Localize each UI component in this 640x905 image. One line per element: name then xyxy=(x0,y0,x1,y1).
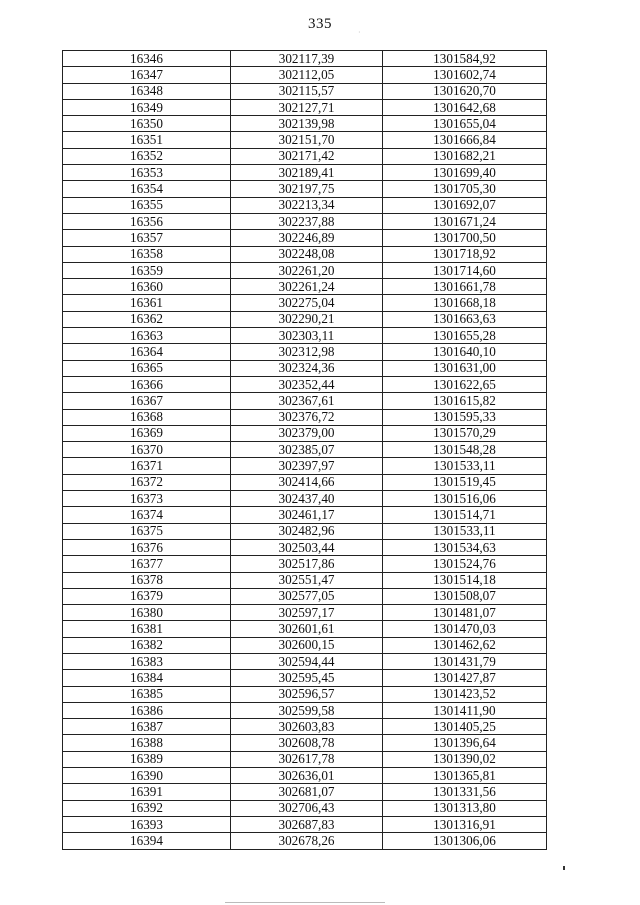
scan-mark xyxy=(563,866,565,870)
x-coordinate-cell: 302594,44 xyxy=(231,653,383,669)
x-coordinate-cell: 302681,07 xyxy=(231,784,383,800)
point-number-cell: 16358 xyxy=(63,246,231,262)
x-coordinate-cell: 302437,40 xyxy=(231,491,383,507)
x-coordinate-cell: 302595,45 xyxy=(231,670,383,686)
page-bottom-line xyxy=(225,902,385,903)
y-coordinate-cell: 1301671,24 xyxy=(383,213,547,229)
table-row xyxy=(63,816,547,832)
x-coordinate-cell: 302397,97 xyxy=(231,458,383,474)
x-coordinate-cell: 302261,24 xyxy=(231,279,383,295)
point-number-cell: 16393 xyxy=(63,816,231,832)
table-row xyxy=(63,458,547,474)
point-number-cell: 16347 xyxy=(63,67,231,83)
point-number-cell: 16376 xyxy=(63,539,231,555)
y-coordinate-cell: 1301692,07 xyxy=(383,197,547,213)
point-number-cell: 16386 xyxy=(63,702,231,718)
point-number-cell: 16355 xyxy=(63,197,231,213)
x-coordinate-cell: 302461,17 xyxy=(231,507,383,523)
point-number-cell: 16353 xyxy=(63,165,231,181)
table-row xyxy=(63,295,547,311)
x-coordinate-cell: 302603,83 xyxy=(231,719,383,735)
table-row xyxy=(63,539,547,555)
point-number-cell: 16371 xyxy=(63,458,231,474)
y-coordinate-cell: 1301533,11 xyxy=(383,523,547,539)
point-number-cell: 16373 xyxy=(63,491,231,507)
table-row xyxy=(63,116,547,132)
point-number-cell: 16394 xyxy=(63,833,231,849)
x-coordinate-cell: 302636,01 xyxy=(231,768,383,784)
x-coordinate-cell: 302213,34 xyxy=(231,197,383,213)
x-coordinate-cell: 302599,58 xyxy=(231,702,383,718)
y-coordinate-cell: 1301548,28 xyxy=(383,442,547,458)
x-coordinate-cell: 302117,39 xyxy=(231,51,383,67)
page-number: 335 xyxy=(308,16,332,32)
table-row xyxy=(63,833,547,849)
table-row xyxy=(63,621,547,637)
point-number-cell: 16377 xyxy=(63,556,231,572)
table-row xyxy=(63,784,547,800)
table-row xyxy=(63,393,547,409)
table-row xyxy=(63,181,547,197)
table-row xyxy=(63,670,547,686)
table-row xyxy=(63,165,547,181)
y-coordinate-cell: 1301519,45 xyxy=(383,474,547,490)
x-coordinate-cell: 302112,05 xyxy=(231,67,383,83)
point-number-cell: 16374 xyxy=(63,507,231,523)
table-row xyxy=(63,686,547,702)
table-row xyxy=(63,702,547,718)
x-coordinate-cell: 302379,00 xyxy=(231,425,383,441)
y-coordinate-cell: 1301705,30 xyxy=(383,181,547,197)
table-row xyxy=(63,279,547,295)
point-number-cell: 16367 xyxy=(63,393,231,409)
point-number-cell: 16360 xyxy=(63,279,231,295)
x-coordinate-cell: 302197,75 xyxy=(231,181,383,197)
x-coordinate-cell: 302517,86 xyxy=(231,556,383,572)
table-row xyxy=(63,262,547,278)
point-number-cell: 16392 xyxy=(63,800,231,816)
y-coordinate-cell: 1301431,79 xyxy=(383,653,547,669)
x-coordinate-cell: 302597,17 xyxy=(231,605,383,621)
point-number-cell: 16384 xyxy=(63,670,231,686)
x-coordinate-cell: 302376,72 xyxy=(231,409,383,425)
point-number-cell: 16362 xyxy=(63,311,231,327)
table-row xyxy=(63,800,547,816)
table-row xyxy=(63,474,547,490)
table-row xyxy=(63,328,547,344)
y-coordinate-cell: 1301714,60 xyxy=(383,262,547,278)
y-coordinate-cell: 1301481,07 xyxy=(383,605,547,621)
y-coordinate-cell: 1301396,64 xyxy=(383,735,547,751)
table-body xyxy=(63,51,547,850)
point-number-cell: 16387 xyxy=(63,719,231,735)
y-coordinate-cell: 1301514,18 xyxy=(383,572,547,588)
point-number-cell: 16380 xyxy=(63,605,231,621)
point-number-cell: 16356 xyxy=(63,213,231,229)
table-row xyxy=(63,491,547,507)
y-coordinate-cell: 1301666,84 xyxy=(383,132,547,148)
table-row xyxy=(63,556,547,572)
table-row xyxy=(63,230,547,246)
point-number-cell: 16364 xyxy=(63,344,231,360)
y-coordinate-cell: 1301570,29 xyxy=(383,425,547,441)
x-coordinate-cell: 302617,78 xyxy=(231,751,383,767)
table-row xyxy=(63,148,547,164)
y-coordinate-cell: 1301514,71 xyxy=(383,507,547,523)
point-number-cell: 16361 xyxy=(63,295,231,311)
x-coordinate-cell: 302248,08 xyxy=(231,246,383,262)
x-coordinate-cell: 302596,57 xyxy=(231,686,383,702)
point-number-cell: 16346 xyxy=(63,51,231,67)
y-coordinate-cell: 1301620,70 xyxy=(383,83,547,99)
point-number-cell: 16351 xyxy=(63,132,231,148)
table-row xyxy=(63,344,547,360)
point-number-cell: 16382 xyxy=(63,637,231,653)
point-number-cell: 16390 xyxy=(63,768,231,784)
point-number-cell: 16348 xyxy=(63,83,231,99)
coordinates-table xyxy=(62,50,547,850)
y-coordinate-cell: 1301534,63 xyxy=(383,539,547,555)
point-number-cell: 16352 xyxy=(63,148,231,164)
x-coordinate-cell: 302385,07 xyxy=(231,442,383,458)
y-coordinate-cell: 1301682,21 xyxy=(383,148,547,164)
point-number-cell: 16389 xyxy=(63,751,231,767)
y-coordinate-cell: 1301661,78 xyxy=(383,279,547,295)
y-coordinate-cell: 1301508,07 xyxy=(383,588,547,604)
point-number-cell: 16363 xyxy=(63,328,231,344)
y-coordinate-cell: 1301655,04 xyxy=(383,116,547,132)
y-coordinate-cell: 1301622,65 xyxy=(383,376,547,392)
x-coordinate-cell: 302414,66 xyxy=(231,474,383,490)
y-coordinate-cell: 1301331,56 xyxy=(383,784,547,800)
table-row xyxy=(63,735,547,751)
point-number-cell: 16381 xyxy=(63,621,231,637)
x-coordinate-cell: 302290,21 xyxy=(231,311,383,327)
point-number-cell: 16388 xyxy=(63,735,231,751)
x-coordinate-cell: 302367,61 xyxy=(231,393,383,409)
x-coordinate-cell: 302687,83 xyxy=(231,816,383,832)
x-coordinate-cell: 302151,70 xyxy=(231,132,383,148)
y-coordinate-cell: 1301405,25 xyxy=(383,719,547,735)
y-coordinate-cell: 1301615,82 xyxy=(383,393,547,409)
y-coordinate-cell: 1301595,33 xyxy=(383,409,547,425)
table-row xyxy=(63,751,547,767)
x-coordinate-cell: 302261,20 xyxy=(231,262,383,278)
table-row xyxy=(63,507,547,523)
point-number-cell: 16378 xyxy=(63,572,231,588)
y-coordinate-cell: 1301516,06 xyxy=(383,491,547,507)
point-number-cell: 16375 xyxy=(63,523,231,539)
y-coordinate-cell: 1301470,03 xyxy=(383,621,547,637)
point-number-cell: 16368 xyxy=(63,409,231,425)
x-coordinate-cell: 302608,78 xyxy=(231,735,383,751)
table-row xyxy=(63,719,547,735)
table-row xyxy=(63,768,547,784)
y-coordinate-cell: 1301316,91 xyxy=(383,816,547,832)
x-coordinate-cell: 302237,88 xyxy=(231,213,383,229)
table-row xyxy=(63,653,547,669)
x-coordinate-cell: 302312,98 xyxy=(231,344,383,360)
point-number-cell: 16385 xyxy=(63,686,231,702)
table-row xyxy=(63,360,547,376)
x-coordinate-cell: 302324,36 xyxy=(231,360,383,376)
y-coordinate-cell: 1301533,11 xyxy=(383,458,547,474)
table-row xyxy=(63,132,547,148)
x-coordinate-cell: 302352,44 xyxy=(231,376,383,392)
point-number-cell: 16357 xyxy=(63,230,231,246)
x-coordinate-cell: 302246,89 xyxy=(231,230,383,246)
point-number-cell: 16391 xyxy=(63,784,231,800)
table-row xyxy=(63,197,547,213)
y-coordinate-cell: 1301640,10 xyxy=(383,344,547,360)
point-number-cell: 16354 xyxy=(63,181,231,197)
point-number-cell: 16365 xyxy=(63,360,231,376)
x-coordinate-cell: 302601,61 xyxy=(231,621,383,637)
y-coordinate-cell: 1301631,00 xyxy=(383,360,547,376)
table-row xyxy=(63,442,547,458)
point-number-cell: 16372 xyxy=(63,474,231,490)
y-coordinate-cell: 1301699,40 xyxy=(383,165,547,181)
y-coordinate-cell: 1301668,18 xyxy=(383,295,547,311)
table-row xyxy=(63,588,547,604)
table-row xyxy=(63,572,547,588)
point-number-cell: 16350 xyxy=(63,116,231,132)
y-coordinate-cell: 1301602,74 xyxy=(383,67,547,83)
table-row xyxy=(63,213,547,229)
y-coordinate-cell: 1301584,92 xyxy=(383,51,547,67)
y-coordinate-cell: 1301655,28 xyxy=(383,328,547,344)
y-coordinate-cell: 1301718,92 xyxy=(383,246,547,262)
y-coordinate-cell: 1301663,63 xyxy=(383,311,547,327)
y-coordinate-cell: 1301423,52 xyxy=(383,686,547,702)
y-coordinate-cell: 1301306,06 xyxy=(383,833,547,849)
x-coordinate-cell: 302503,44 xyxy=(231,539,383,555)
table-row xyxy=(63,83,547,99)
x-coordinate-cell: 302678,26 xyxy=(231,833,383,849)
table-row xyxy=(63,425,547,441)
y-coordinate-cell: 1301427,87 xyxy=(383,670,547,686)
y-coordinate-cell: 1301365,81 xyxy=(383,768,547,784)
x-coordinate-cell: 302115,57 xyxy=(231,83,383,99)
x-coordinate-cell: 302551,47 xyxy=(231,572,383,588)
point-number-cell: 16383 xyxy=(63,653,231,669)
x-coordinate-cell: 302600,15 xyxy=(231,637,383,653)
y-coordinate-cell: 1301700,50 xyxy=(383,230,547,246)
table-row xyxy=(63,409,547,425)
point-number-cell: 16366 xyxy=(63,376,231,392)
x-coordinate-cell: 302303,11 xyxy=(231,328,383,344)
point-number-cell: 16370 xyxy=(63,442,231,458)
table-row xyxy=(63,376,547,392)
table-row xyxy=(63,523,547,539)
x-coordinate-cell: 302275,04 xyxy=(231,295,383,311)
point-number-cell: 16379 xyxy=(63,588,231,604)
point-number-cell: 16369 xyxy=(63,425,231,441)
table-row xyxy=(63,246,547,262)
table-row xyxy=(63,605,547,621)
table-row xyxy=(63,637,547,653)
x-coordinate-cell: 302577,05 xyxy=(231,588,383,604)
point-number-cell: 16359 xyxy=(63,262,231,278)
x-coordinate-cell: 302189,41 xyxy=(231,165,383,181)
y-coordinate-cell: 1301524,76 xyxy=(383,556,547,572)
table-row xyxy=(63,311,547,327)
table-row xyxy=(63,99,547,115)
y-coordinate-cell: 1301313,80 xyxy=(383,800,547,816)
y-coordinate-cell: 1301390,02 xyxy=(383,751,547,767)
x-coordinate-cell: 302482,96 xyxy=(231,523,383,539)
y-coordinate-cell: 1301642,68 xyxy=(383,99,547,115)
x-coordinate-cell: 302127,71 xyxy=(231,99,383,115)
x-coordinate-cell: 302706,43 xyxy=(231,800,383,816)
scan-speck: · xyxy=(358,28,361,37)
x-coordinate-cell: 302171,42 xyxy=(231,148,383,164)
table-row xyxy=(63,51,547,67)
y-coordinate-cell: 1301411,90 xyxy=(383,702,547,718)
y-coordinate-cell: 1301462,62 xyxy=(383,637,547,653)
table-row xyxy=(63,67,547,83)
point-number-cell: 16349 xyxy=(63,99,231,115)
x-coordinate-cell: 302139,98 xyxy=(231,116,383,132)
